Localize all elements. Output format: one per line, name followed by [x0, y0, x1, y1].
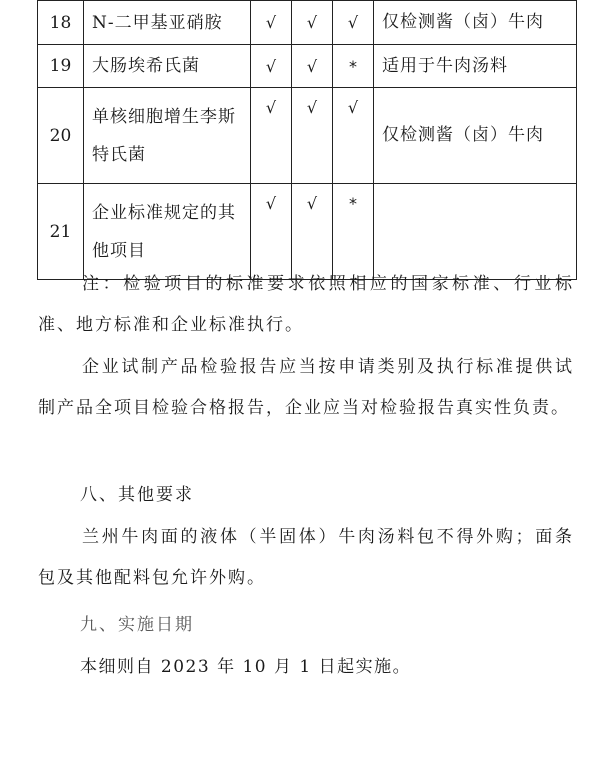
remark-text: 适用于牛肉汤料: [382, 56, 508, 76]
item-remark: [374, 88, 577, 184]
item-name: 单核细胞增生李斯特氏菌: [84, 88, 251, 184]
asterisk-mark: *: [333, 45, 374, 88]
row-number: 18: [38, 1, 84, 45]
item-remark: [374, 1, 577, 45]
item-name: 企业标准规定的其他项目: [84, 184, 251, 280]
check-mark: √: [251, 1, 292, 45]
check-mark: √: [251, 88, 292, 184]
row-number: 21: [38, 184, 84, 280]
check-mark: √: [333, 1, 374, 45]
item-name: 大肠埃希氏菌: [84, 45, 251, 88]
check-mark: √: [333, 88, 374, 184]
note-test-report: 企业试制产品检验报告应当按申请类别及执行标准提供试制产品全项目检验合格报告，企业应当对检验报告真实性负责。: [38, 357, 574, 418]
section-8-body: 兰州牛肉面的液体（半固体）牛肉汤料包不得外购；面条包及其他配料包允许外购。: [38, 527, 574, 588]
check-mark: √: [292, 184, 333, 280]
check-mark: √: [292, 88, 333, 184]
row-number: 19: [38, 45, 84, 88]
check-mark: √: [292, 45, 333, 88]
table-row: [38, 88, 577, 184]
section-9-body: 本细则自 2023 年 10 月 1 日起实施。: [80, 657, 412, 677]
check-mark: √: [251, 184, 292, 280]
check-mark: √: [292, 1, 333, 45]
remark-text: 仅检测酱（卤）牛肉: [382, 12, 544, 32]
table-row: [38, 1, 577, 45]
table-row: [38, 45, 577, 88]
inspection-items-table: [37, 0, 577, 280]
check-mark: √: [251, 45, 292, 88]
section-9-heading: 九、实施日期: [80, 615, 194, 635]
item-remark: [374, 45, 577, 88]
remark-text: 仅检测酱（卤）牛肉: [382, 125, 544, 145]
note-standards: 注：检验项目的标准要求依照相应的国家标准、行业标准、地方标准和企业标准执行。: [38, 274, 574, 335]
asterisk-mark: *: [333, 184, 374, 280]
item-name: N-二甲基亚硝胺: [84, 1, 251, 45]
row-number: 20: [38, 88, 84, 184]
section-8-heading: 八、其他要求: [80, 485, 194, 505]
